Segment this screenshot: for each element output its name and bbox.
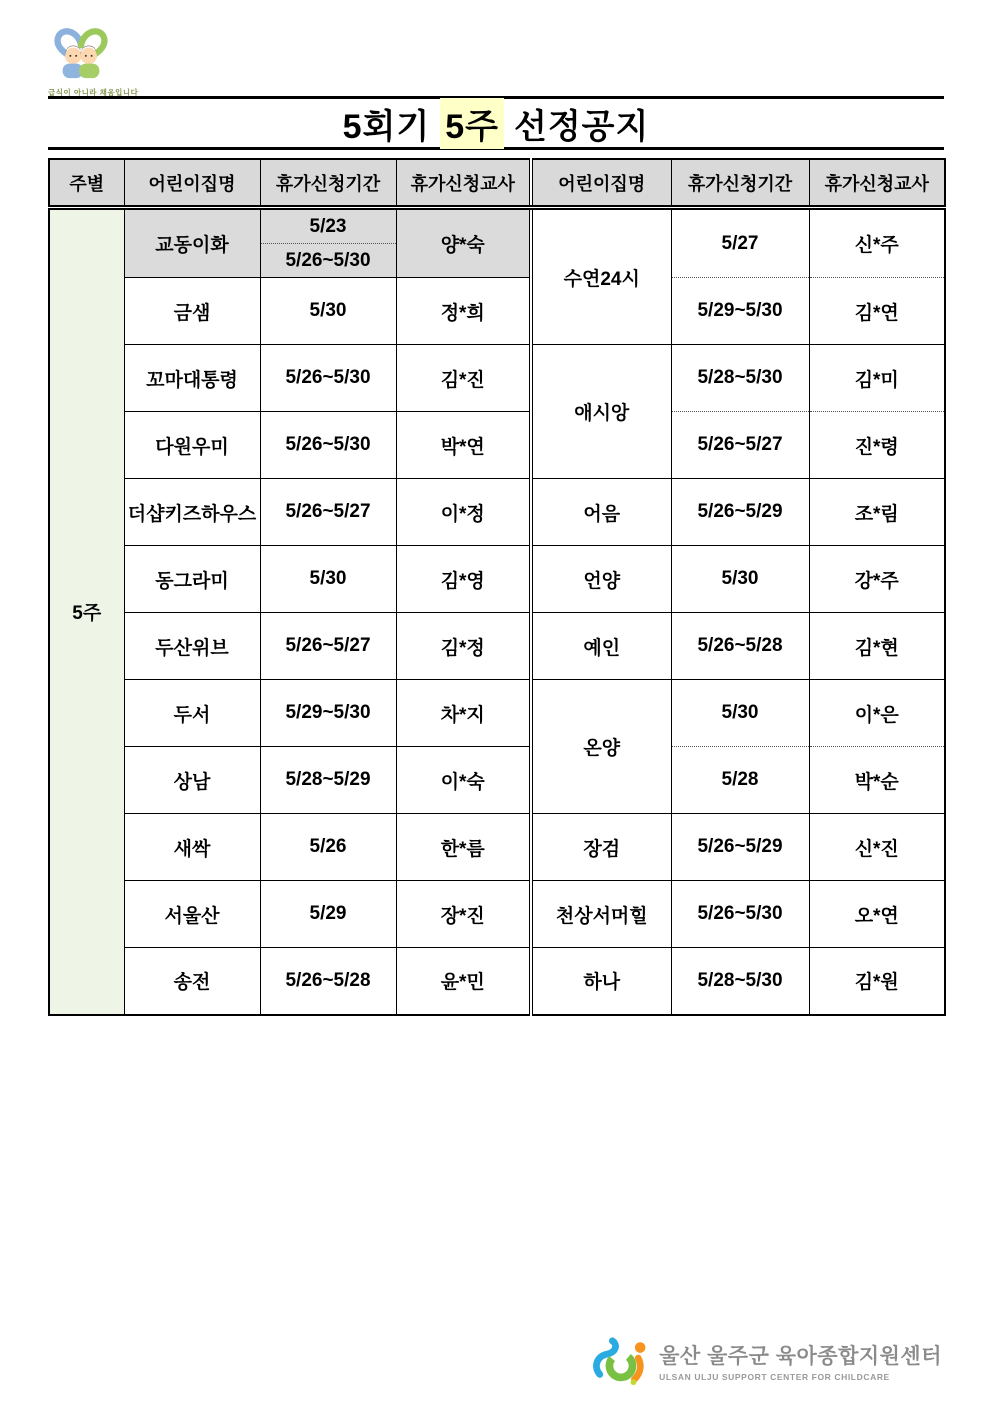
period-cell: 5/30 <box>260 546 396 613</box>
title-prefix: 5회기 <box>342 107 431 146</box>
period-cell: 5/27 <box>671 208 809 278</box>
teacher-cell: 신*주 <box>809 208 945 278</box>
center-name-cell: 꼬마대통령 <box>124 345 260 412</box>
period-cell: 5/30 <box>671 546 809 613</box>
teacher-cell: 박*연 <box>396 412 531 479</box>
column-header: 휴가신청기간 <box>260 159 396 208</box>
period-cell <box>260 208 396 278</box>
teacher-cell: 정*희 <box>396 278 531 345</box>
center-name-cell: 언양 <box>531 546 671 613</box>
teacher-cell: 진*령 <box>809 412 945 479</box>
center-name-cell: 온양 <box>531 680 671 814</box>
table-row <box>49 208 945 278</box>
period-cell: 5/29 <box>260 881 396 948</box>
center-name-cell: 상남 <box>124 747 260 814</box>
children-heart-logo-icon <box>48 22 114 80</box>
table-row <box>49 278 945 345</box>
center-name-cell: 서울산 <box>124 881 260 948</box>
header-logo <box>48 22 168 98</box>
table-row <box>49 479 945 546</box>
period-cell: 5/26~5/29 <box>671 814 809 881</box>
center-logo-mark-icon <box>591 1336 649 1386</box>
page-title <box>48 96 944 150</box>
footer-org-text <box>659 1340 942 1382</box>
period-cell: 5/30 <box>260 278 396 345</box>
teacher-cell: 강*주 <box>809 546 945 613</box>
column-header: 어린이집명 <box>531 159 671 208</box>
center-name-cell: 새싹 <box>124 814 260 881</box>
teacher-cell: 이*숙 <box>396 747 531 814</box>
teacher-cell: 양*숙 <box>396 208 531 278</box>
period-cell: 5/26~5/27 <box>260 479 396 546</box>
center-name-cell: 장검 <box>531 814 671 881</box>
schedule-table <box>48 158 946 1016</box>
period-cell: 5/30 <box>671 680 809 747</box>
week-cell: 5주 <box>49 208 124 1015</box>
table-row <box>49 948 945 1015</box>
period-cell: 5/26~5/28 <box>260 948 396 1015</box>
center-name-cell: 하나 <box>531 948 671 1015</box>
teacher-cell: 김*정 <box>396 613 531 680</box>
teacher-cell: 김*진 <box>396 345 531 412</box>
table-row <box>49 881 945 948</box>
period-cell: 5/28~5/29 <box>260 747 396 814</box>
column-header: 휴가신청교사 <box>809 159 945 208</box>
column-header: 주별 <box>49 159 124 208</box>
teacher-cell: 김*현 <box>809 613 945 680</box>
teacher-cell: 조*림 <box>809 479 945 546</box>
center-name-cell: 천상서머힐 <box>531 881 671 948</box>
center-name-cell: 교동이화 <box>124 208 260 278</box>
period-cell: 5/26~5/30 <box>671 881 809 948</box>
center-name-cell: 예인 <box>531 613 671 680</box>
center-name-cell: 더샵키즈하우스 <box>124 479 260 546</box>
table-header <box>49 159 945 208</box>
period-cell: 5/29~5/30 <box>260 680 396 747</box>
period-cell: 5/26~5/27 <box>260 613 396 680</box>
org-name-english: ULSAN ULJU SUPPORT CENTER FOR CHILDCARE <box>659 1372 890 1382</box>
column-header: 어린이집명 <box>124 159 260 208</box>
header-row <box>49 159 945 208</box>
center-name-cell: 어음 <box>531 479 671 546</box>
period-cell: 5/26 <box>260 814 396 881</box>
org-name-korean: 울산 울주군 육아종합지원센터 <box>659 1345 942 1368</box>
table-body <box>49 208 945 1015</box>
teacher-cell: 차*지 <box>396 680 531 747</box>
table-row <box>49 345 945 412</box>
period-value: 5/23 <box>309 215 347 237</box>
title-highlight: 5주 <box>440 98 504 149</box>
period-cell: 5/26~5/27 <box>671 412 809 479</box>
teacher-cell: 이*은 <box>809 680 945 747</box>
period-cell: 5/29~5/30 <box>671 278 809 345</box>
table-row <box>49 613 945 680</box>
teacher-cell: 김*미 <box>809 345 945 412</box>
period-cell: 5/26~5/30 <box>260 412 396 479</box>
teacher-cell: 윤*민 <box>396 948 531 1015</box>
center-name-cell: 두서 <box>124 680 260 747</box>
center-name-cell: 수연24시 <box>531 208 671 345</box>
footer-logo <box>591 1336 942 1386</box>
teacher-cell: 이*정 <box>396 479 531 546</box>
period-cell: 5/28~5/30 <box>671 948 809 1015</box>
teacher-cell: 김*원 <box>809 948 945 1015</box>
teacher-cell: 한*름 <box>396 814 531 881</box>
logo-slogan: 급식이 아니라 채움입니다 <box>48 88 139 97</box>
table-row <box>49 546 945 613</box>
teacher-cell: 박*순 <box>809 747 945 814</box>
center-name-cell: 동그라미 <box>124 546 260 613</box>
period-cell: 5/26~5/30 <box>260 345 396 412</box>
teacher-cell: 오*연 <box>809 881 945 948</box>
teacher-cell: 신*진 <box>809 814 945 881</box>
teacher-cell: 김*영 <box>396 546 531 613</box>
center-name-cell: 금샘 <box>124 278 260 345</box>
period-cell: 5/26~5/28 <box>671 613 809 680</box>
column-header: 휴가신청기간 <box>671 159 809 208</box>
period-cell: 5/26~5/29 <box>671 479 809 546</box>
center-name-cell: 애시앙 <box>531 345 671 479</box>
table-row <box>49 680 945 747</box>
teacher-cell: 김*연 <box>809 278 945 345</box>
period-cell: 5/28~5/30 <box>671 345 809 412</box>
center-name-cell: 다원우미 <box>124 412 260 479</box>
column-header: 휴가신청교사 <box>396 159 531 208</box>
table-row <box>49 747 945 814</box>
center-name-cell: 송전 <box>124 948 260 1015</box>
teacher-cell: 장*진 <box>396 881 531 948</box>
center-name-cell: 두산위브 <box>124 613 260 680</box>
title-suffix: 선정공지 <box>513 107 650 146</box>
period-cell: 5/28 <box>671 747 809 814</box>
period-value: 5/26~5/30 <box>261 243 396 277</box>
table-row <box>49 814 945 881</box>
table-row <box>49 412 945 479</box>
